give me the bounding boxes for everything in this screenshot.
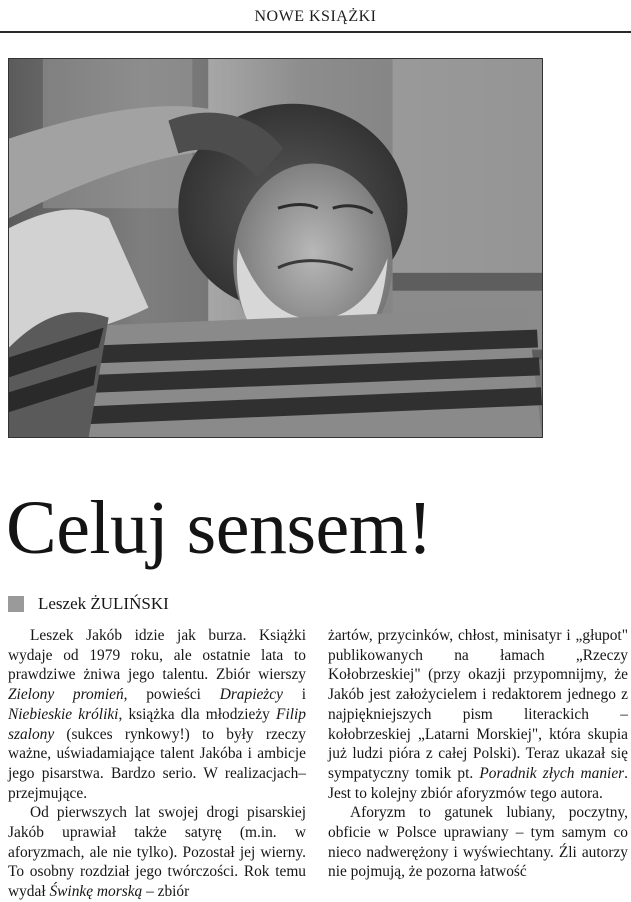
- paragraph: Aforyzm to gatunek lubiany, poczytny, obficie w Polsce uprawiany – tym samym co nieco nadwerężony i wyświechtany. Źli autorzy nie pojmują, że pozorna łatwość: [328, 804, 628, 881]
- text-run: , powieści: [123, 686, 220, 704]
- text-run: i: [282, 686, 306, 704]
- title-italic: Zielony promień: [8, 686, 124, 704]
- paragraph: [8, 626, 306, 803]
- title-italic: Poradnik złych manier: [479, 764, 625, 782]
- byline: [8, 593, 169, 615]
- title-italic: Filip szalony: [8, 705, 306, 743]
- text-run: – zbiór: [142, 883, 190, 901]
- author-photo-illustration: [9, 59, 542, 437]
- section-header: [0, 3, 631, 33]
- text-run: , książka dla młodzieży: [118, 705, 277, 723]
- text-run: Od pierwszych lat swojej drogi pisarskiej Jakób uprawiał także satyrę (m.in. w aforyzmach, ale nie tylko). Pozostał jej wierny. To osobny rozdział jego twórczości. Rok temu wydał: [8, 804, 306, 901]
- text-column-left: [8, 626, 306, 902]
- text-run: Leszek Jakób idzie jak burza. Książki wydaje od 1979 roku, ale ostatnie lata to prawdziwe żniwa jego talentu. Zbiór wierszy: [8, 627, 306, 684]
- title-italic: Świnkę morską: [49, 883, 143, 901]
- title-italic: Niebieskie króliki: [8, 705, 119, 723]
- paragraph: [8, 803, 306, 902]
- author-name: Leszek ŻULIŃSKI: [38, 594, 169, 613]
- text-run: . Jest to kolejny zbiór aforyzmów tego autora.: [328, 764, 628, 802]
- article-headline: Celuj sensem!: [6, 486, 433, 570]
- text-run: żartów, przycinków, chłost, minisatyr i „głupot" publikowanych na łamach „Rzeczy Kołobrzeskiej" (przy okazji przypomnijmy, że Jakób jest założycielem i redaktorem jednego z najpiękniejszych pism literackich – kołobrzeskiej „Latarni Morskiej", która skupia już ludzi pióra z całej Polski). Teraz ukazał się sympatyczny tomik pt.: [328, 627, 628, 782]
- text-column-right: [328, 626, 628, 882]
- title-italic: Drapieżcy: [219, 686, 283, 704]
- section-title: NOWE KSIĄŻKI: [254, 8, 377, 25]
- author-photo: [8, 58, 543, 438]
- paragraph: [328, 626, 628, 803]
- text-run: (sukces rynkowy!) to były rzeczy ważne, uświadamiające talent Jakóba i ambicje jego pisarstwa. Bardzo serio. W realizacjach– przejmujące.: [8, 725, 306, 802]
- byline-marker: [8, 596, 24, 612]
